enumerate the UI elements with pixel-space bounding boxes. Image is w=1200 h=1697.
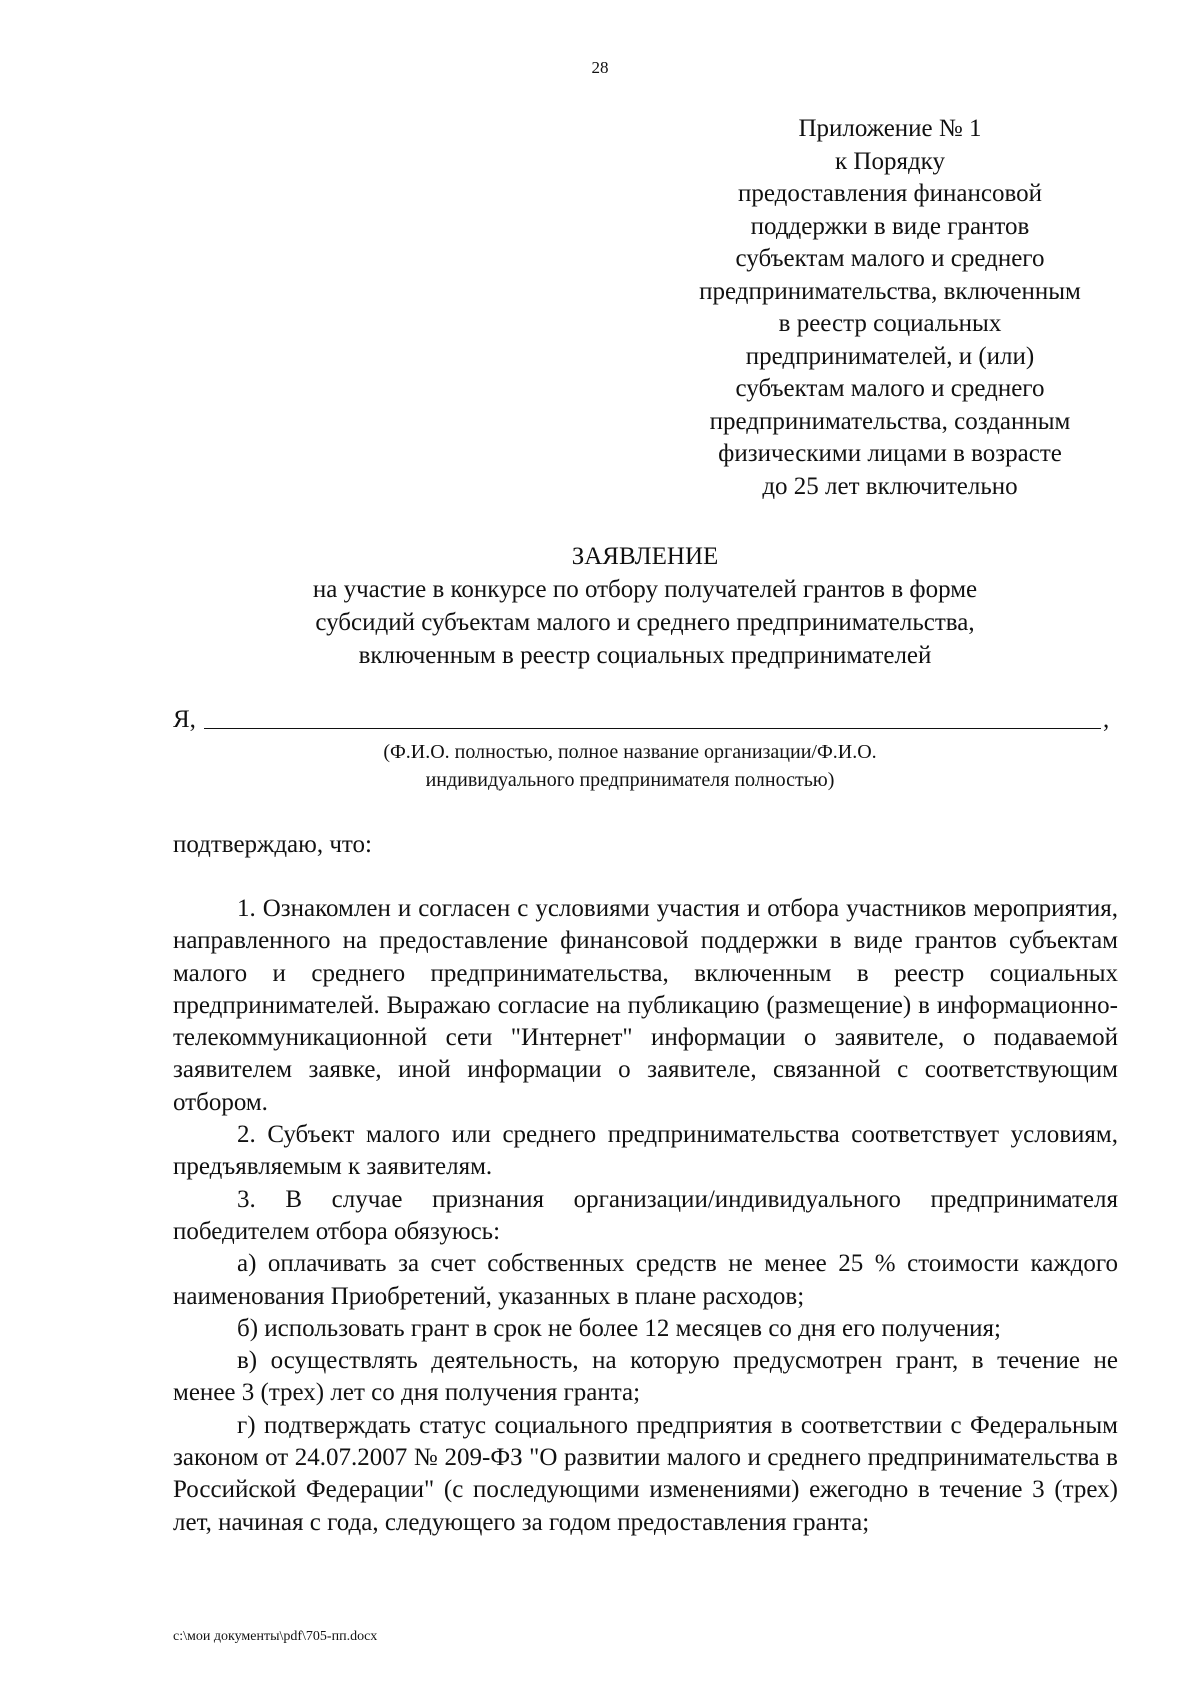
paragraph-3c: в) осуществлять деятельность, на которую предусмотрен грант, в течение не менее 3 (трех) лет со дня получения гранта;: [173, 1347, 1118, 1407]
appendix-line: предпринимательства, созданным: [709, 407, 1071, 435]
document-title: [160, 540, 1130, 672]
applicant-name-hint: [280, 738, 980, 794]
appendix-line: физическими лицами в возрасте: [718, 440, 1062, 467]
applicant-hint-line: (Ф.И.О. полностью, полное название организации/Ф.И.О.: [383, 741, 877, 763]
appendix-line: субъектам малого и среднего: [735, 245, 1045, 272]
document-subtitle-line: включенным в реестр социальных предпринимателей: [358, 642, 932, 669]
statement-body: [173, 893, 1118, 1539]
appendix-line: до 25 лет включительно: [762, 472, 1018, 500]
appendix-line: предоставления финансовой: [737, 180, 1042, 207]
applicant-prefix: Я,: [173, 706, 196, 733]
paragraph-3a: а) оплачивать за счет собственных средств не менее 25 % стоимости каждого наименования Приобретений, указанных в плане расходов;: [173, 1250, 1118, 1310]
paragraph-3b: б) использовать грант в срок не более 12 месяцев со дня его получения;: [237, 1314, 1001, 1342]
appendix-line: Приложение № 1: [798, 115, 982, 142]
appendix-line: предпринимателей, и (или): [745, 342, 1035, 370]
appendix-reference: [640, 113, 1140, 503]
document-heading: ЗАЯВЛЕНИЕ: [571, 543, 719, 570]
appendix-line: в реестр социальных: [778, 310, 1002, 337]
document-subtitle-line: на участие в конкурсе по отбору получателей грантов в форме: [312, 576, 978, 603]
appendix-line: предпринимательства, включенным: [699, 277, 1081, 305]
paragraph-1: 1. Ознакомлен и согласен с условиями участия и отбора участников мероприятия, направленного на предоставление финансовой поддержки в виде грантов субъектам малого и среднего предпринимательства, включенным в реестр социальных предпринимателей. Выражаю согласие на публикацию (размещение) в информационно-телекоммуникационной сети "Интернет" информации о заявителе, о подаваемой заявителем заявке, иной информации о заявителе, связанной с соответствующим отбором.: [173, 895, 1118, 1116]
applicant-hint-line: индивидуального предпринимателя полностью): [425, 769, 835, 791]
appendix-line: субъектам малого и среднего: [735, 375, 1045, 402]
page-number: 28: [591, 58, 609, 77]
applicant-suffix: ,: [1103, 706, 1110, 733]
confirm-statement: подтверждаю, что:: [173, 831, 372, 858]
applicant-name-line: [173, 703, 1113, 737]
applicant-name-blank[interactable]: [204, 728, 1101, 729]
appendix-line: поддержки в виде грантов: [750, 212, 1030, 240]
paragraph-3: 3. В случае признания организации/индивидуального предпринимателя победителем отбора обязуюсь:: [173, 1185, 1118, 1245]
paragraph-3d: г) подтверждать статус социального предприятия в соответствии с Федеральным законом от 24.07.2007 № 209-ФЗ "О развитии малого и среднего предпринимательства в Российской Федерации" (с последующими изменениями) ежегодно в течение 3 (трех) лет, начиная с года, следующего за годом предоставления гранта;: [173, 1411, 1118, 1536]
footer-file-path: c:\мои документы\pdf\705-пп.docx: [173, 1629, 378, 1644]
paragraph-2: 2. Субъект малого или среднего предпринимательства соответствует условиям, предъявляемым к заявителям.: [173, 1121, 1118, 1181]
appendix-line: к Порядку: [835, 147, 945, 175]
document-subtitle-line: субсидий субъектам малого и среднего предпринимательства,: [315, 609, 975, 636]
